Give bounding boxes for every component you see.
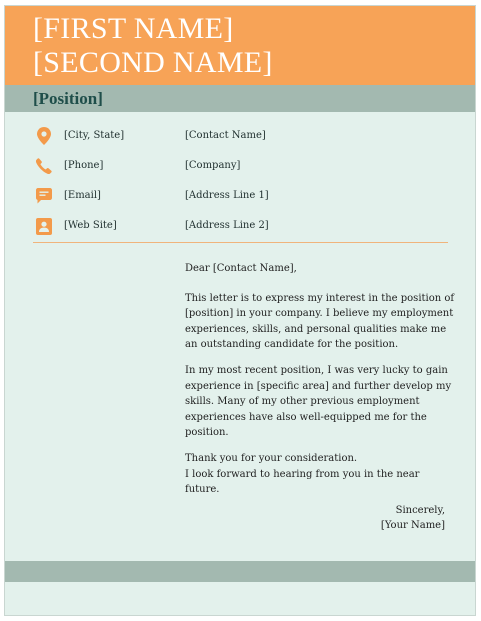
email: [Email] <box>64 190 101 201</box>
position-title: [Position] <box>33 89 103 108</box>
contact-row-location <box>5 126 475 148</box>
contact-card-icon <box>35 216 53 236</box>
section-divider <box>33 242 448 243</box>
website: [Web Site] <box>64 220 117 231</box>
address-line-1: [Address Line 1] <box>185 190 269 201</box>
letter-paragraph-1: This letter is to express my interest in the position of [position] in your company. I believe my employment experiences, skills, and personal qualities make me an outstanding candidate for the position. <box>185 292 455 351</box>
letter-paragraph-2: In my most recent position, I was very lucky to gain experience in [specific area] and further develop my skills. Many of my other previous employment experiences have also well-equipped me for the position. <box>185 364 452 439</box>
look-forward-line: I look forward to hearing from you in the near future. <box>185 468 420 496</box>
company: [Company] <box>185 160 241 171</box>
contact-name: [Contact Name] <box>185 130 266 141</box>
salutation: Dear [Contact Name], <box>185 263 297 274</box>
signature-name: [Your Name] <box>380 520 445 532</box>
contact-row-email <box>5 186 475 208</box>
closing-lines <box>185 451 455 498</box>
document-page <box>4 5 476 616</box>
sign-off: Sincerely, <box>395 504 445 516</box>
address-line-2: [Address Line 2] <box>185 220 269 231</box>
contact-row-website <box>5 216 475 238</box>
phone-icon <box>35 156 53 176</box>
phone: [Phone] <box>64 160 104 171</box>
position-band <box>5 85 475 112</box>
chat-bubble-icon <box>35 186 53 206</box>
first-name: [FIRST NAME] <box>33 12 234 45</box>
letter-body <box>185 261 455 534</box>
location-pin-icon <box>35 126 53 146</box>
footer-band <box>5 561 475 582</box>
thanks-line: Thank you for your consideration. <box>185 452 358 464</box>
city-state: [City, State] <box>64 130 125 141</box>
second-name: [SECOND NAME] <box>33 46 273 79</box>
header-banner <box>5 6 475 85</box>
contact-row-phone <box>5 156 475 178</box>
